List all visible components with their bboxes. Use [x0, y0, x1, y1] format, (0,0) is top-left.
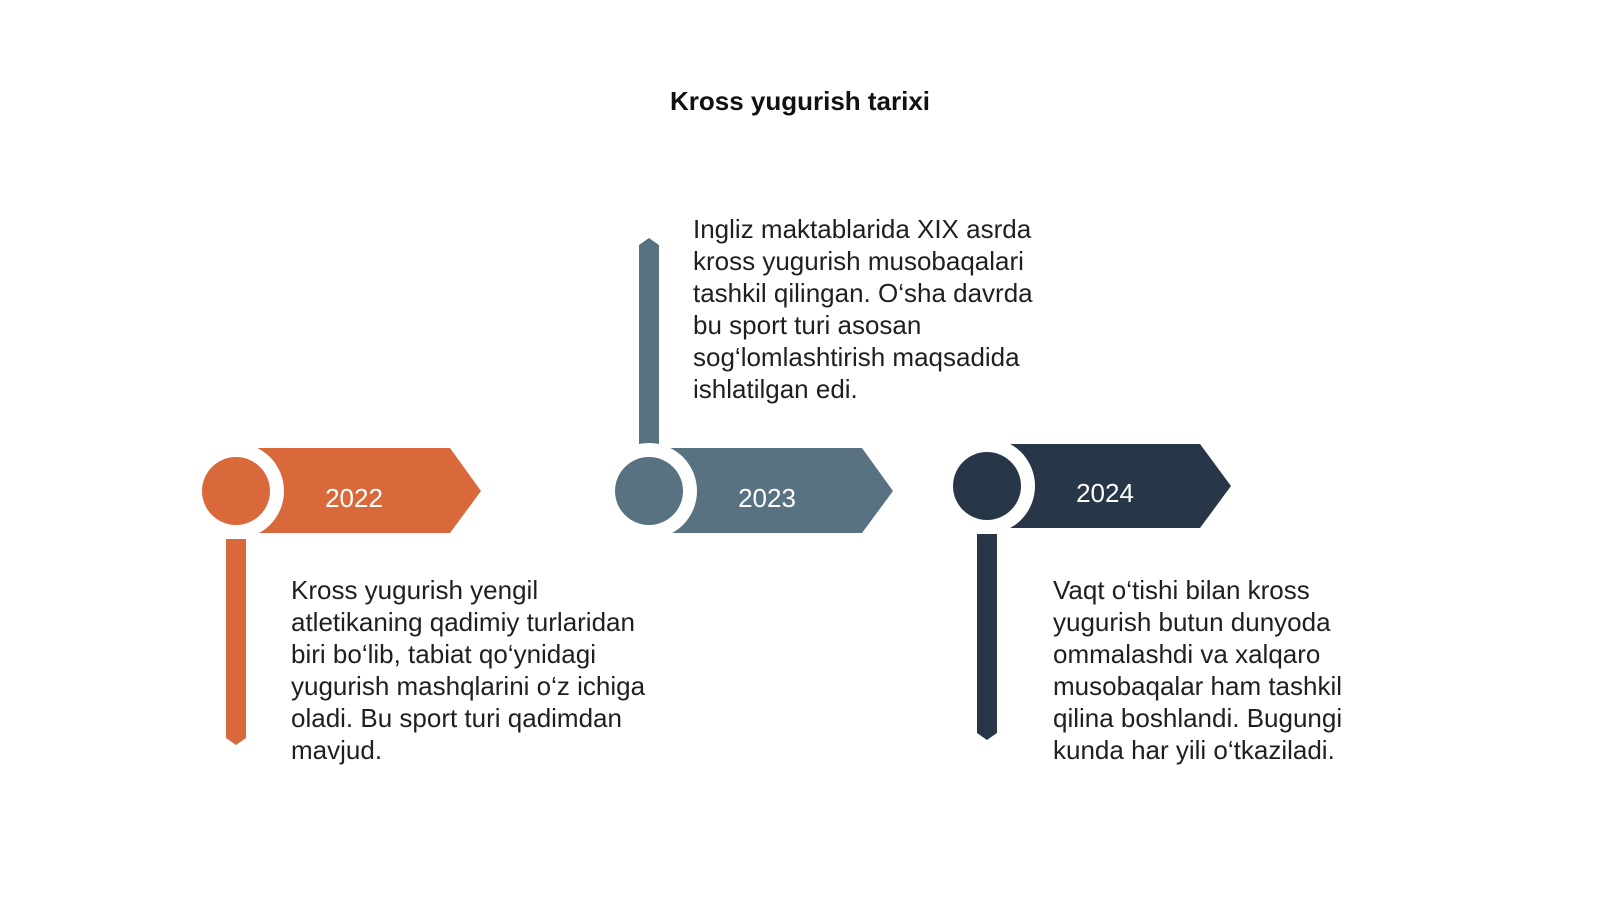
year-label-2023: 2023 — [738, 483, 796, 513]
stem-2024 — [977, 534, 997, 740]
stem-2022 — [226, 539, 246, 745]
stem-2023 — [639, 238, 659, 445]
description-2023: Ingliz maktablarida XIX asrda kross yugurish musobaqalari tashkil qilingan. O‘sha davrda bu sport turi asosan sog‘lomlashtirish maqsadida ishlatilgan edi. — [693, 214, 1033, 404]
dot-2023 — [615, 457, 683, 525]
year-label-2024: 2024 — [1076, 478, 1134, 508]
description-2024: Vaqt o‘tishi bilan kross yugurish butun dunyoda ommalashdi va xalqaro musobaqalar ham tashkil qilina boshlandi. Bugungi kunda har yili o‘tkaziladi. — [1053, 575, 1343, 765]
slide-title: Kross yugurish tarixi — [669, 86, 931, 116]
dot-2022 — [202, 457, 270, 525]
description-2022: Kross yugurish yengil atletikaning qadimiy turlaridan biri bo‘lib, tabiat qo‘ynidagi yugurish mashqlarini o‘z ichiga oladi. Bu sport turi qadimdan mavjud. — [291, 575, 646, 765]
dot-2024 — [953, 452, 1021, 520]
year-label-2022: 2022 — [325, 483, 383, 513]
